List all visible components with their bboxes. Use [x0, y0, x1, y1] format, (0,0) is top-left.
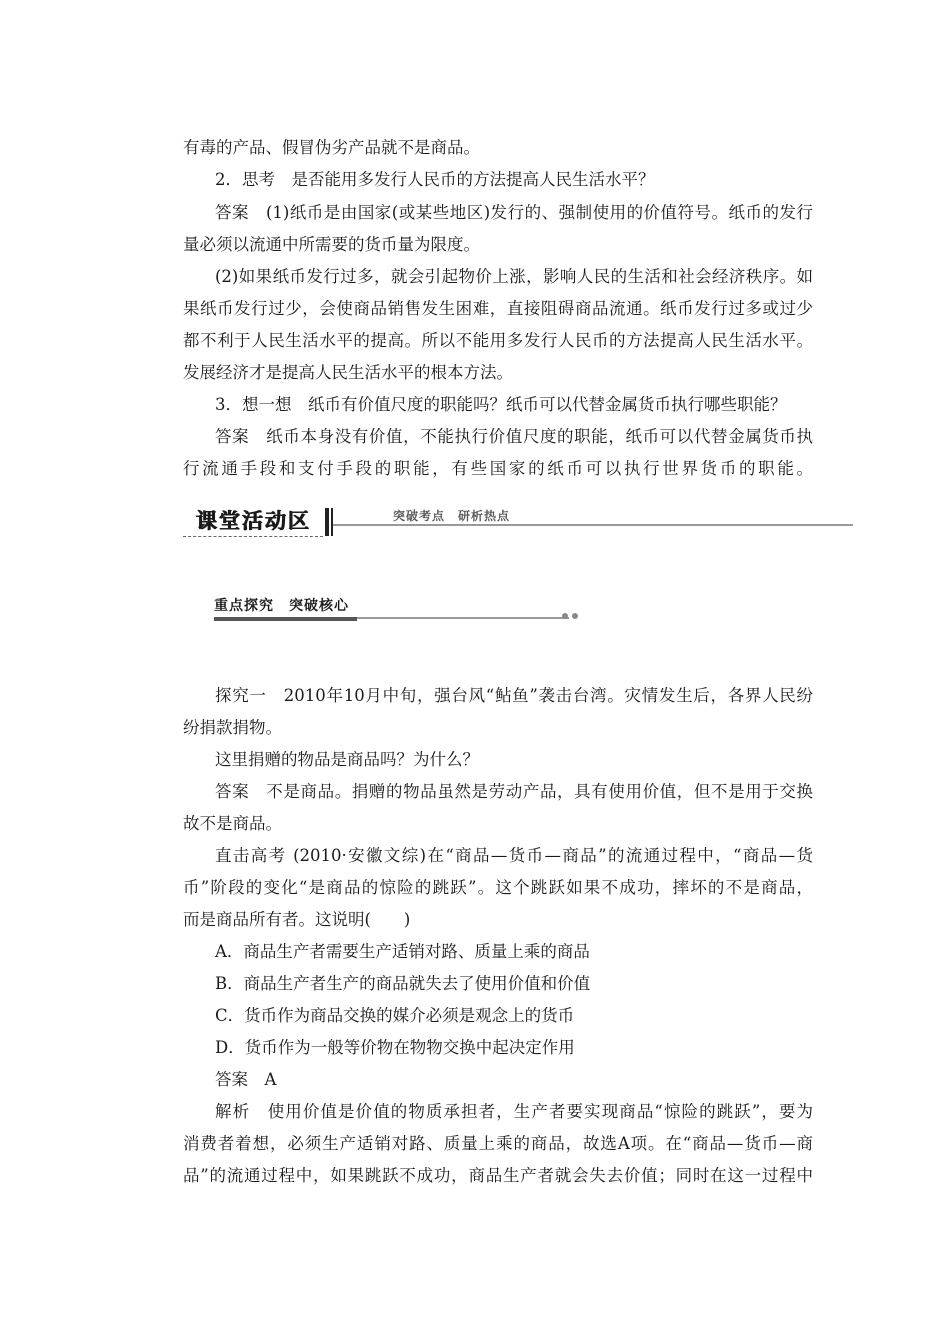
banner-rule: [333, 524, 853, 526]
question-2: 2．思考 是否能用多发行人民币的方法提高人民生活水平？: [215, 170, 655, 189]
answer-3-line: 答案 纸币本身没有价值，不能执行价值尺度的职能，纸币可以代替金属货币执: [215, 427, 813, 446]
banner-bar: [331, 508, 333, 536]
answer-3-line: 行流通手段和支付手段的职能，有些国家的纸币可以执行世界货币的职能。: [183, 459, 813, 478]
exam-question: 直击高考 (2010·安徽文综)在“商品—货币—商品”的流通过程中，“商品—货: [215, 846, 813, 865]
exploration-1: 探究一 2010年10月中旬，强台风“鲇鱼”袭击台湾。灾情发生后，各界人民纷: [215, 686, 813, 705]
banner-bar: [325, 508, 329, 536]
paragraph-line: 有毒的产品、假冒伪劣产品就不是商品。: [183, 138, 480, 157]
question-3: 3．想一想 纸币有价值尺度的职能吗？纸币可以代替金属货币执行哪些职能？: [215, 395, 787, 414]
option-b: B．商品生产者生产的商品就失去了使用价值和价值: [215, 974, 591, 993]
class-activity-banner: [183, 506, 853, 538]
option-c: C．货币作为商品交换的媒介必须是观念上的货币: [215, 1006, 575, 1025]
answer-line: 故不是商品。: [183, 814, 282, 833]
banner-subtitle: 突破考点 研析热点: [393, 509, 511, 523]
exam-question: 币”阶段的变化“是商品的惊险的跳跃”。这个跳跃如果不成功，摔坏的不是商品，: [183, 878, 813, 897]
answer-line: 答案 A: [215, 1070, 277, 1089]
answer-line: 答案 不是商品。捐赠的物品虽然是劳动产品，具有使用价值，但不是用于交换: [215, 782, 813, 801]
section-rule: [357, 617, 569, 619]
exam-question: 而是商品所有者。这说明( ): [183, 910, 411, 929]
answer-2-line: 都不利于人民生活水平的提高。所以不能用多发行人民币的方法提高人民生活水平。: [183, 331, 813, 350]
answer-2-line: 发展经济才是提高人民生活水平的根本方法。: [183, 363, 513, 382]
dot-icon: [562, 613, 568, 619]
banner-title: 课堂活动区: [195, 509, 311, 533]
analysis-line: 解析 使用价值是价值的物质承担者，生产者要实现商品“惊险的跳跃”，要为: [215, 1102, 813, 1121]
answer-2-line: 量必须以流通中所需要的货币量为限度。: [183, 235, 480, 254]
option-d: D．货币作为一般等价物在物物交换中起决定作用: [215, 1038, 575, 1057]
section-rule: [214, 617, 357, 621]
paragraph-line: 纷捐款捐物。: [183, 718, 282, 737]
question-line: 这里捐赠的物品是商品吗？为什么？: [215, 750, 479, 769]
banner-divider: [183, 536, 323, 537]
section-heading: [214, 596, 584, 626]
option-a: A．商品生产者需要生产适销对路、质量上乘的商品: [215, 942, 590, 961]
analysis-line: 品”的流通过程中，如果跳跃不成功，商品生产者就会失去价值；同时在这一过程中: [183, 1166, 813, 1185]
dot-icon: [572, 613, 578, 619]
answer-2-line: 答案 (1)纸币是由国家(或某些地区)发行的、强制使用的价值符号。纸币的发行: [215, 203, 813, 222]
section-title: 重点探究 突破核心: [214, 598, 349, 614]
answer-2-point-2: (2)如果纸币发行过多，就会引起物价上涨，影响人民的生活和社会经济秩序。如: [215, 267, 813, 286]
analysis-line: 消费者着想，必须生产适销对路、质量上乘的商品，故选A项。在“商品—货币—商: [183, 1134, 813, 1153]
answer-2-line: 果纸币发行过少，会使商品销售发生困难，直接阻碍商品流通。纸币发行过多或过少: [183, 299, 813, 318]
